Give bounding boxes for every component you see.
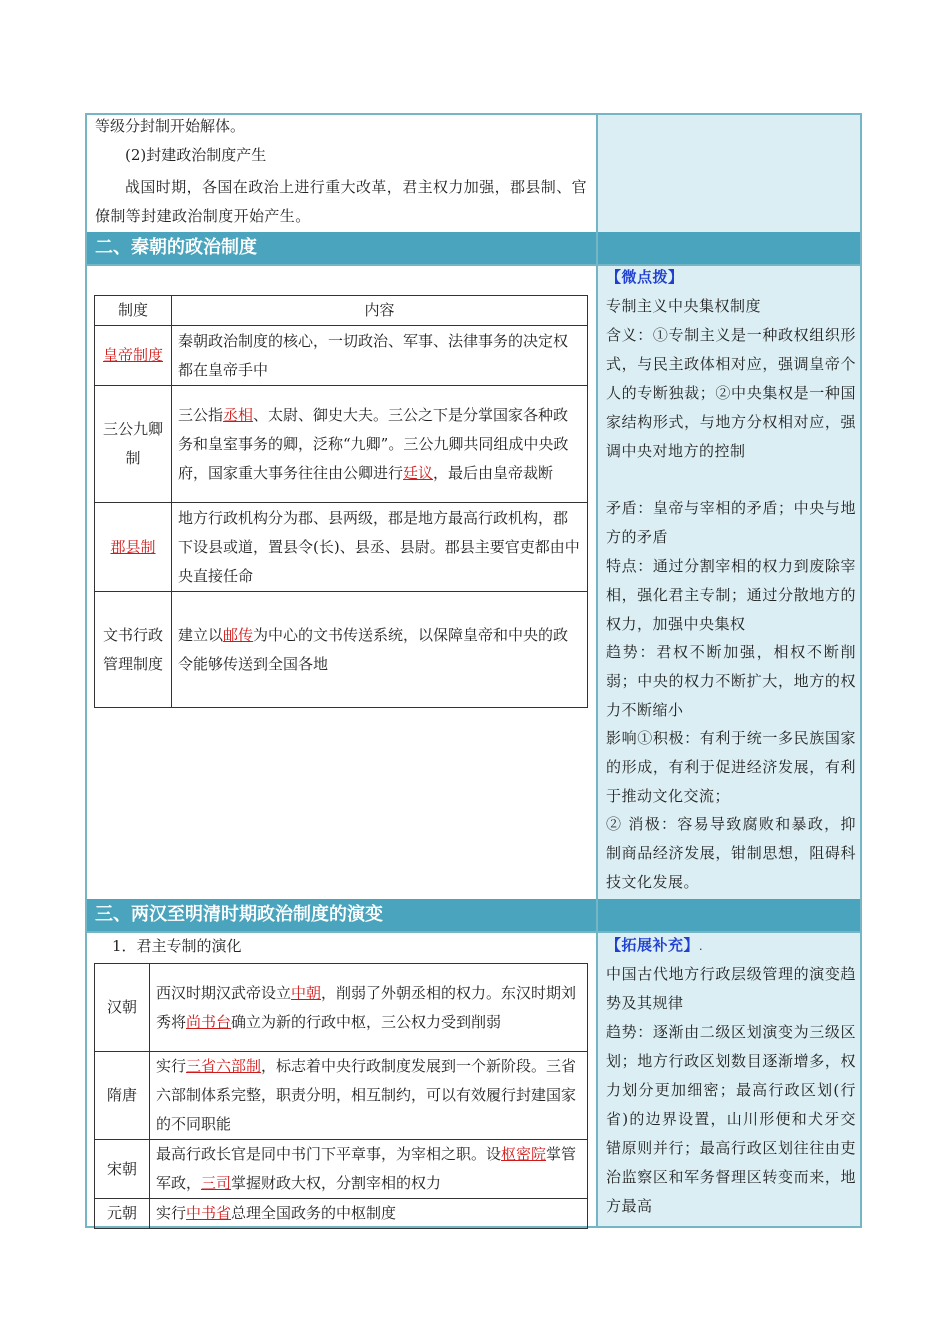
system-content: 地方行政机构分为郡、县两级，郡是地方最高行政机构，郡下设县或道，置县令(长)、县丞、县尉。郡县主要官吏都由中央直接任命 [172, 503, 588, 592]
table-row [95, 503, 588, 592]
dynasty-name: 宋朝 [95, 1140, 150, 1199]
side-tag: 【拓展补充】 [606, 936, 700, 954]
key-term: 邮传 [223, 625, 254, 644]
side-title: 专制主义中央集权制度 [606, 297, 762, 315]
side-impact-positive: 影响①积极：有利于统一多民族国家的形成，有利于促进经济发展，有利于推动文化交流； [606, 729, 856, 805]
system-content: 建立以邮传为中心的文书传送系统，以保障皇帝和中央的政令能够传送到全国各地 [172, 592, 588, 708]
key-term: 尚书台 [186, 1012, 232, 1031]
side-trend: 趋势：君权不断加强，相权不断削弱；中央的权力不断扩大，地方的权力不断缩小 [606, 643, 856, 719]
system-name: 皇帝制度 [102, 346, 163, 364]
table-header-row [95, 296, 588, 326]
side-mark: . [699, 940, 704, 953]
intro-subhead: (2)封建政治制度产生 [125, 146, 267, 164]
side-tag: 【微点拨】 [606, 268, 684, 286]
side-feature: 特点：通过分割宰相的权力到废除宰相，强化君主专制；通过分散地方的权力，加强中央集权 [606, 557, 856, 633]
header-system: 制度 [95, 296, 172, 326]
side-impact-negative: ② 消极：容易导致腐败和暴政，抑制商品经济发展，钳制思想，阻碍科技文化发展。 [606, 815, 856, 891]
key-term: 枢密院 [501, 1145, 547, 1163]
intro-paragraph: 战国时期，各国在政治上进行重大改革，君主权力加强，郡县制、官僚制等封建政治制度开始产生。 [95, 178, 588, 225]
key-term: 三司 [201, 1174, 232, 1192]
system-name: 文书行政管理制度 [95, 592, 172, 708]
dynasty-content: 实行中书省总理全国政务的中枢制度 [150, 1199, 588, 1229]
system-name: 郡县制 [110, 537, 156, 556]
table-row [95, 592, 588, 708]
side-title: 中国古代地方行政层级管理的演变趋势及其规律 [606, 965, 856, 1012]
table-row [95, 326, 588, 386]
section3-subhead: 1．君主专制的演化 [112, 937, 242, 955]
intro-line: 等级分封制开始解体。 [95, 117, 246, 135]
system-name: 三公九卿制 [95, 386, 172, 503]
dynasty-name: 隋唐 [95, 1052, 150, 1140]
table-row [95, 964, 588, 1052]
dynasty-content: 最高行政长官是同中书门下平章事，为宰相之职。设枢密院掌管军政，三司掌握财政大权，分割宰相的权力 [150, 1140, 588, 1199]
table-row [95, 1140, 588, 1199]
side-meaning: 含义：①专制主义是一种政权组织形式，与民主政体相对应，强调皇帝个人的专断独裁；②中央集权是一种国家结构形式，与地方分权相对应，强调中央对地方的控制 [606, 326, 856, 460]
dynasty-table [94, 963, 588, 1229]
table-row [95, 386, 588, 503]
table-row [95, 1052, 588, 1140]
dynasty-name: 汉朝 [95, 964, 150, 1052]
side-trend: 趋势：逐渐由二级区划演变为三级区划；地方行政区划数目逐渐增多，权力划分更加细密；最高行政区划(行省)的边界设置，山川形便和犬牙交错原则并行；最高行政区划往往由吏治监察区和军务督理区转变而来，地方最高 [606, 1023, 856, 1215]
side-tag-line [606, 931, 856, 961]
qin-system-table [94, 295, 588, 708]
key-term: 三省六部制 [186, 1057, 262, 1075]
system-content: 三公指丞相、太尉、御史大夫。三公之下是分掌国家各种政务和皇室事务的卿，泛称“九卿”。三公九卿共同组成中央政府，国家重大事务往往由公卿进行廷议，最后由皇帝裁断 [172, 386, 588, 503]
header-content: 内容 [172, 296, 588, 326]
dynasty-name: 元朝 [95, 1199, 150, 1229]
system-content: 秦朝政治制度的核心，一切政治、军事、法律事务的决定权都在皇帝手中 [172, 326, 588, 386]
section2-title: 二、秦朝的政治制度 [95, 237, 257, 258]
key-term: 中书省 [186, 1204, 232, 1222]
key-term: 丞相 [223, 405, 254, 424]
section3-title: 三、两汉至明清时期政治制度的演变 [95, 904, 383, 925]
dynasty-content: 西汉时期汉武帝设立中朝，削弱了外朝丞相的权力。东汉时期刘秀将尚书台确立为新的行政中枢，三公权力受到削弱 [150, 964, 588, 1052]
key-term: 廷议 [403, 463, 434, 482]
table-row [95, 1199, 588, 1229]
side-conflict: 矛盾：皇帝与宰相的矛盾；中央与地方的矛盾 [606, 499, 856, 546]
key-term: 中朝 [291, 983, 322, 1002]
dynasty-content: 实行三省六部制，标志着中央行政制度发展到一个新阶段。三省六部制体系完整，职责分明，相互制约，可以有效履行封建国家的不同职能 [150, 1052, 588, 1140]
